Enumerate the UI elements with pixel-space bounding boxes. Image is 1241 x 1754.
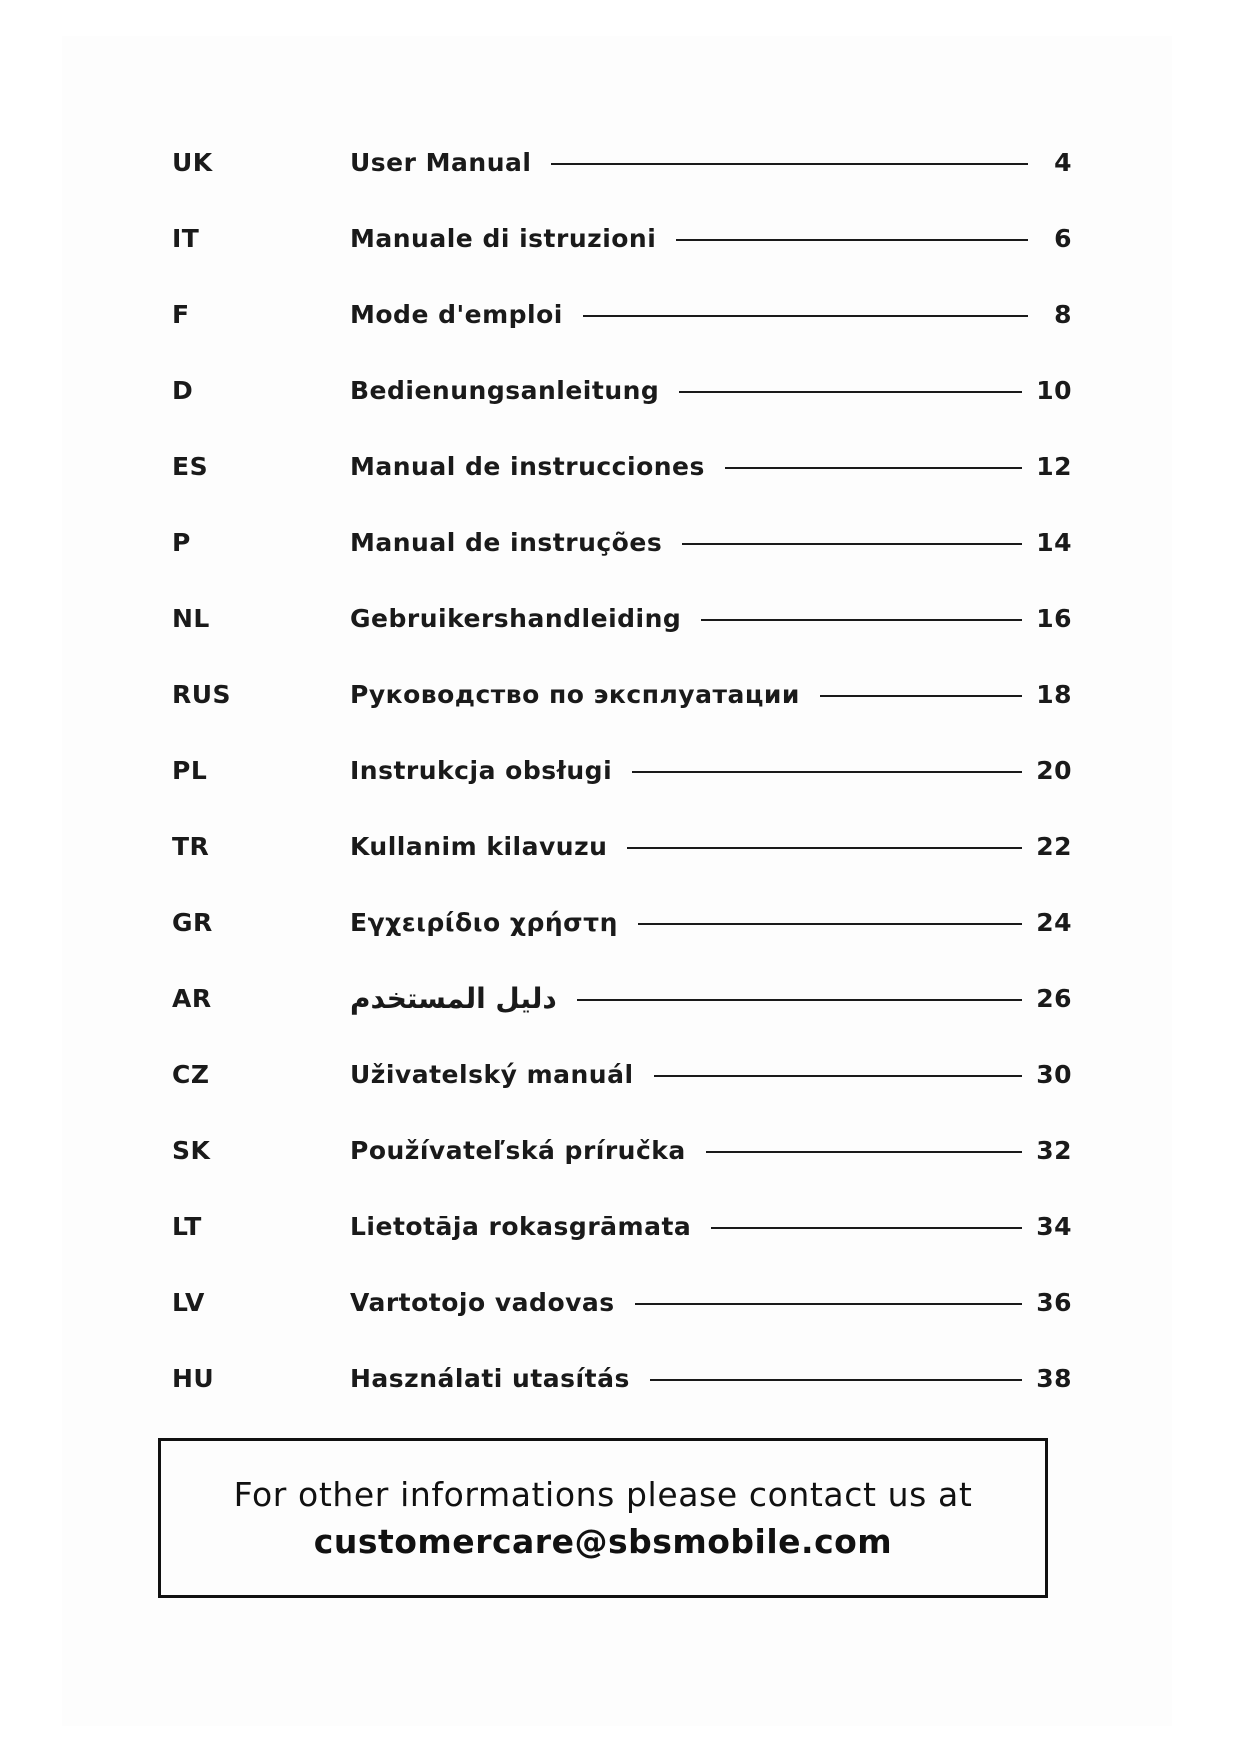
lang-code: SK (172, 1135, 211, 1165)
leader-line (650, 1379, 1022, 1381)
leader-line (638, 923, 1022, 925)
lang-code: IT (172, 223, 200, 253)
contact-text: For other informations please contact us at (233, 1475, 973, 1514)
manual-title: Vartotojo vadovas (350, 1287, 615, 1317)
toc-row-it (172, 218, 1072, 258)
leader-line (627, 847, 1022, 849)
leader-line (711, 1227, 1022, 1229)
toc-row-hu (172, 1358, 1072, 1398)
page-number: 10 (1036, 375, 1072, 405)
page-number: 16 (1036, 603, 1072, 633)
toc-row-tr (172, 826, 1072, 866)
leader-line (679, 391, 1022, 393)
lang-code: P (172, 527, 191, 557)
toc-row-lt (172, 1206, 1072, 1246)
page-number: 6 (1054, 223, 1072, 253)
manual-title: Bedienungsanleitung (350, 375, 660, 405)
page-number: 8 (1054, 299, 1072, 329)
toc-row-ar (172, 978, 1072, 1018)
lang-code: TR (172, 831, 210, 861)
page-number: 12 (1036, 451, 1072, 481)
page-number: 36 (1036, 1287, 1072, 1317)
contact-email: customercare@sbsmobile.com (313, 1522, 893, 1561)
page-number: 14 (1036, 527, 1072, 557)
lang-code: AR (172, 983, 212, 1013)
contact-box (158, 1438, 1048, 1598)
lang-code: F (172, 299, 190, 329)
page-number: 30 (1036, 1059, 1072, 1089)
lang-code: ES (172, 451, 209, 481)
manual-title: Gebruikershandleiding (350, 603, 682, 633)
manual-title: Kullanim kilavuzu (350, 831, 608, 861)
leader-line (725, 467, 1022, 469)
lang-code: LV (172, 1287, 205, 1317)
lang-code: CZ (172, 1059, 210, 1089)
leader-line (635, 1303, 1023, 1305)
lang-code: PL (172, 755, 208, 785)
toc-row-pl (172, 750, 1072, 790)
leader-line (820, 695, 1022, 697)
manual-title: Manuale di istruzioni (350, 223, 657, 253)
toc-row-es (172, 446, 1072, 486)
leader-line (632, 771, 1022, 773)
manual-title: Εγχειρίδιο χρήστη (350, 907, 618, 937)
page-number: 34 (1036, 1211, 1072, 1241)
toc-row-f (172, 294, 1072, 334)
manual-title: Uživatelský manuál (350, 1059, 634, 1089)
leader-line (701, 619, 1022, 621)
page-number: 20 (1036, 755, 1072, 785)
toc-row-gr (172, 902, 1072, 942)
manual-title: Manual de instruções (350, 527, 663, 557)
leader-line (706, 1151, 1022, 1153)
manual-title: Manual de instrucciones (350, 451, 705, 481)
page-number: 22 (1036, 831, 1072, 861)
lang-code: UK (172, 147, 213, 177)
page-number: 32 (1036, 1135, 1072, 1165)
manual-title: User Manual (350, 147, 532, 177)
lang-code: GR (172, 907, 213, 937)
manual-title: Používateľská príručka (350, 1135, 686, 1165)
toc-row-p (172, 522, 1072, 562)
leader-line (654, 1075, 1023, 1077)
toc-row-cz (172, 1054, 1072, 1094)
toc-row-uk (172, 142, 1072, 182)
leader-line (682, 543, 1022, 545)
manual-title: Lietotāja rokasgrāmata (350, 1211, 692, 1241)
page-number: 4 (1054, 147, 1072, 177)
lang-code: D (172, 375, 194, 405)
page-number: 24 (1036, 907, 1072, 937)
lang-code: HU (172, 1363, 215, 1393)
leader-line (551, 163, 1028, 165)
manual-title: دليل المستخدم (350, 981, 557, 1015)
manual-title: Használati utasítás (350, 1363, 630, 1393)
manual-title: Instrukcja obsługi (350, 755, 613, 785)
toc-row-rus (172, 674, 1072, 714)
page-number: 26 (1036, 983, 1072, 1013)
toc-row-d (172, 370, 1072, 410)
lang-code: RUS (172, 679, 232, 709)
lang-code: LT (172, 1211, 202, 1241)
leader-line (676, 239, 1028, 241)
manual-title: Mode d'emploi (350, 299, 563, 329)
leader-line (583, 315, 1028, 317)
leader-line (577, 999, 1022, 1001)
toc-row-lv (172, 1282, 1072, 1322)
page-number: 18 (1036, 679, 1072, 709)
page-number: 38 (1036, 1363, 1072, 1393)
toc-row-sk (172, 1130, 1072, 1170)
manual-title: Руководство по эксплуатации (350, 679, 800, 709)
lang-code: NL (172, 603, 210, 633)
toc-row-nl (172, 598, 1072, 638)
